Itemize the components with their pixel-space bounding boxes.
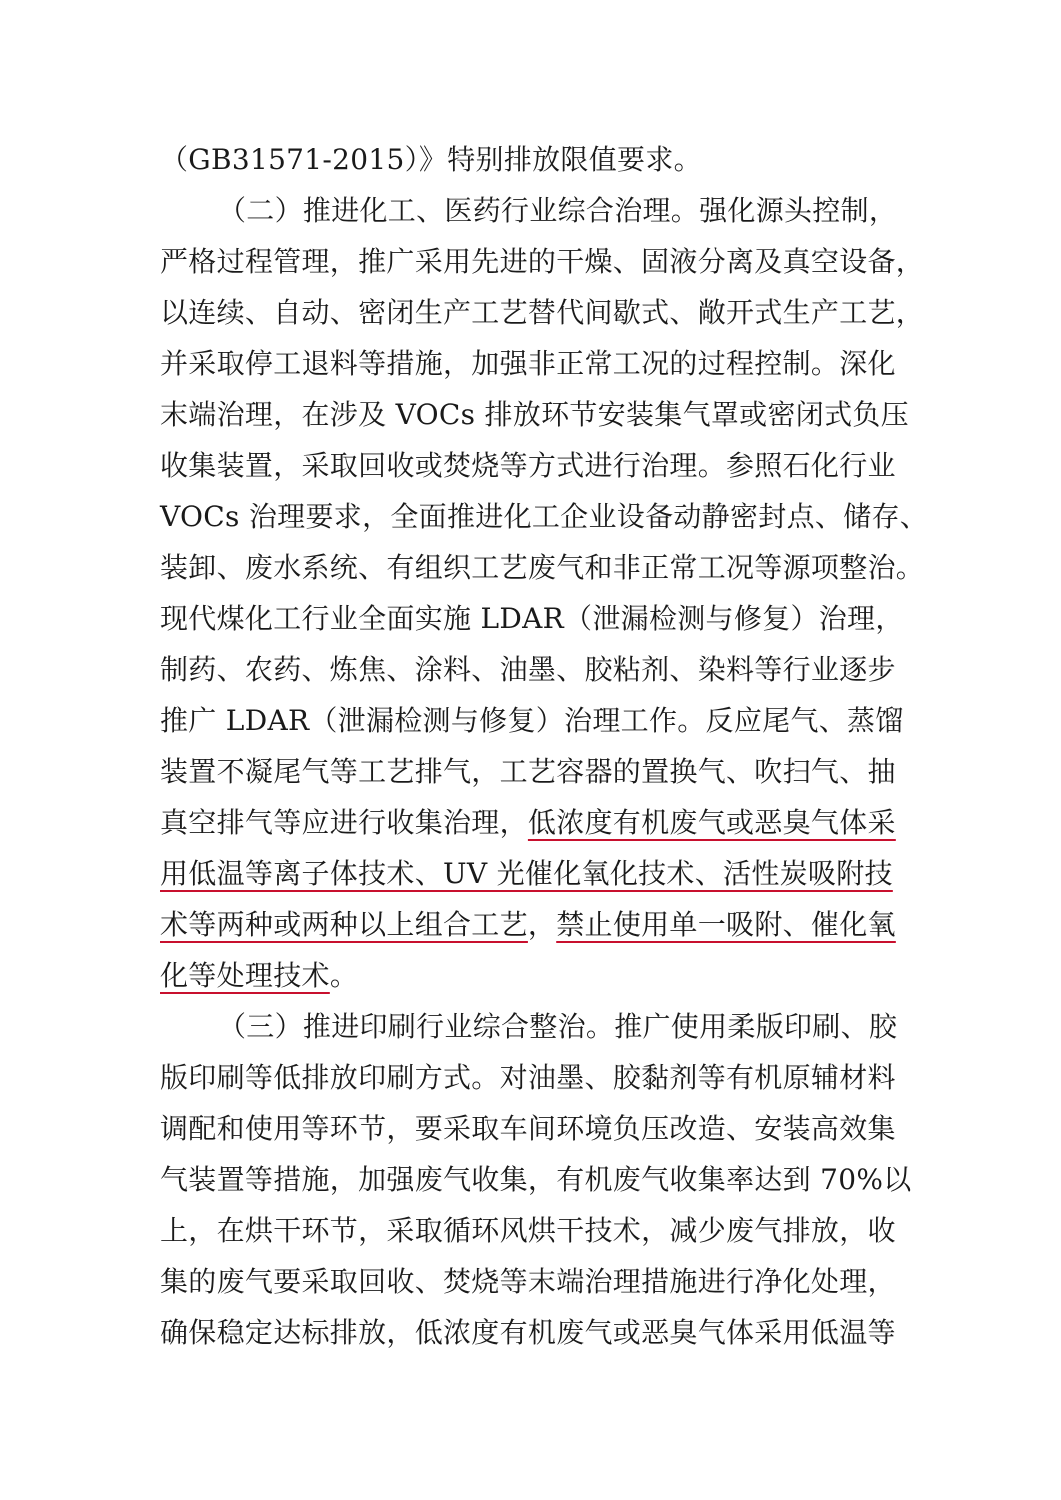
line-text: （GB31571-2015）》特别排放限值要求。 [160, 143, 702, 176]
line-text: 以连续、自动、密闭生产工艺替代间歇式、敞开式生产工艺， [160, 296, 925, 329]
line-text: 装卸、废水系统、有组织工艺废气和非正常工况等源项整治。 [160, 551, 925, 584]
line-text: 真空排气等应进行收集治理， [160, 806, 528, 839]
line-text: 上，在烘干环节，采取循环风烘干技术，减少废气排放，收 [160, 1214, 896, 1247]
text-line-23 [160, 1256, 905, 1307]
line-text: （三）推进印刷行业综合整治。推广使用柔版印刷、胶 [218, 1010, 898, 1043]
text-line-16 [160, 899, 905, 950]
line-text: 集的废气要采取回收、焚烧等末端治理措施进行净化处理， [160, 1265, 896, 1298]
text-line-10 [160, 593, 905, 644]
line-text: VOCs 治理要求，全面推进化工企业设备动静密封点、储存、 [160, 500, 929, 533]
text-line-5 [160, 338, 905, 389]
text-line-2 [160, 185, 905, 236]
underlined-text: 术等两种或两种以上组合工艺 [160, 908, 528, 941]
text-line-8 [160, 491, 929, 542]
text-line-7 [160, 440, 905, 491]
text-line-20 [160, 1103, 905, 1154]
text-line-14 [160, 797, 905, 848]
line-text: 制药、农药、炼焦、涂料、油墨、胶粘剂、染料等行业逐步 [160, 653, 896, 686]
text-line-24 [160, 1307, 905, 1358]
text-line-11 [160, 644, 905, 695]
line-text: ， [527, 908, 557, 941]
underlined-text: 化等处理技术 [160, 959, 330, 992]
line-text: 推广 LDAR（泄漏检测与修复）治理工作。反应尾气、蒸馏 [160, 704, 904, 737]
line-text: 装置不凝尾气等工艺排气，工艺容器的置换气、吹扫气、抽 [160, 755, 896, 788]
line-text: （二）推进化工、医药行业综合治理。强化源头控制， [218, 194, 898, 227]
text-line-6 [160, 389, 909, 440]
underlined-text: 用低温等离子体技术、UV 光催化氧化技术、活性炭吸附技 [160, 857, 893, 890]
text-line-3 [160, 236, 925, 287]
text-line-15 [160, 848, 905, 899]
line-text: 严格过程管理，推广采用先进的干燥、固液分离及真空设备， [160, 245, 925, 278]
text-line-21 [160, 1154, 912, 1205]
underlined-text: 低浓度有机废气或恶臭气体采 [527, 806, 896, 839]
line-text: 。 [329, 959, 359, 992]
text-line-4 [160, 287, 925, 338]
document-body [160, 134, 929, 1358]
line-text: 现代煤化工行业全面实施 LDAR（泄漏检测与修复）治理， [160, 602, 904, 635]
line-text: 气装置等措施，加强废气收集，有机废气收集率达到 70%以 [160, 1163, 912, 1196]
line-text: 末端治理，在涉及 VOCs 排放环节安装集气罩或密闭式负压 [160, 398, 909, 431]
text-line-1 [160, 134, 905, 185]
line-text: 调配和使用等环节，要采取车间环境负压改造、安装高效集 [160, 1112, 896, 1145]
text-line-17 [160, 950, 905, 1001]
line-text: 版印刷等低排放印刷方式。对油墨、胶黏剂等有机原辅材料 [160, 1061, 896, 1094]
text-line-22 [160, 1205, 905, 1256]
line-text: 确保稳定达标排放，低浓度有机废气或恶臭气体采用低温等 [160, 1316, 896, 1349]
text-line-19 [160, 1052, 905, 1103]
text-line-13 [160, 746, 905, 797]
text-line-18 [160, 1001, 905, 1052]
line-text: 收集装置，采取回收或焚烧等方式进行治理。参照石化行业 [160, 449, 896, 482]
text-line-9 [160, 542, 925, 593]
text-line-12 [160, 695, 905, 746]
line-text: 并采取停工退料等措施，加强非正常工况的过程控制。深化 [160, 347, 896, 380]
underlined-text: 禁止使用单一吸附、催化氧 [556, 908, 896, 941]
